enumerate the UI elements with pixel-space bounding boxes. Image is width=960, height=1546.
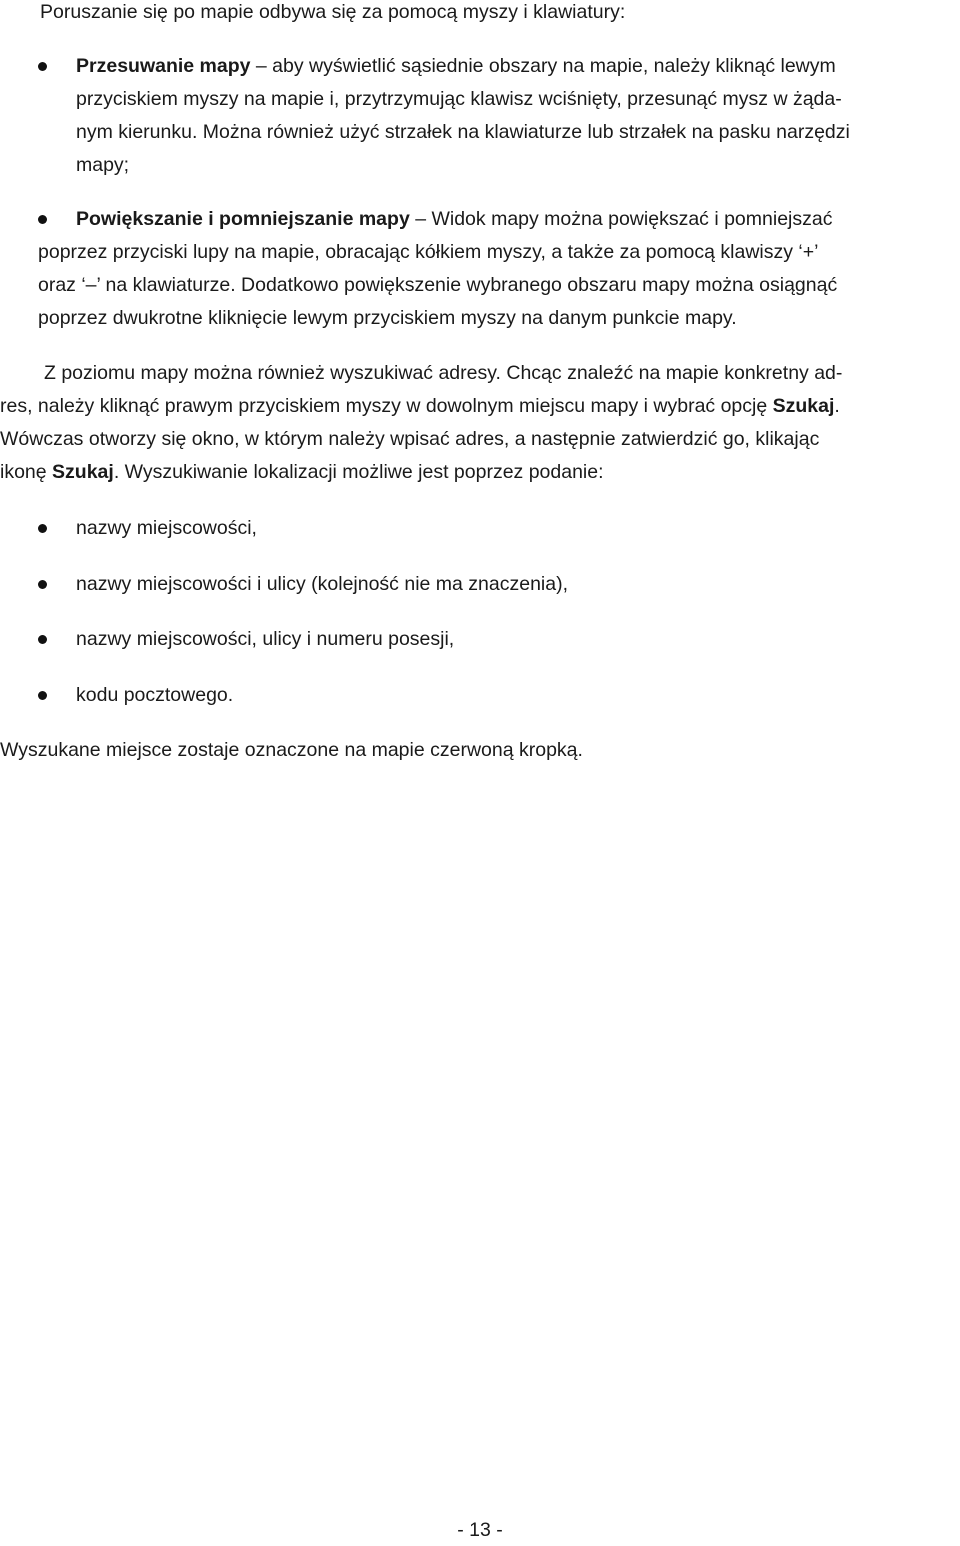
- bullet-dot: [38, 635, 47, 644]
- bullet-dot: [38, 691, 47, 700]
- bullet-dot: [38, 215, 47, 224]
- szukaj-icon-label: Szukaj: [52, 461, 114, 483]
- intro-text: Poruszanie się po mapie odbywa się za pomocą myszy i klawiatury:: [40, 1, 626, 23]
- bullet2-line4: poprzez dwukrotne kliknięcie lewym przyciskiem myszy na danym punkcie mapy.: [38, 307, 737, 329]
- list-item: nazwy miejscowości, ulicy i numeru posesji,: [76, 628, 455, 650]
- bullet-dot: [38, 524, 47, 533]
- bullet1-line3: nym kierunku. Można również użyć strzałek na klawiaturze lub strzałek na pasku narzędzi: [76, 121, 850, 143]
- bullet2-line1: [76, 204, 832, 235]
- page-number: - 13 -: [457, 1519, 503, 1541]
- list-item: nazwy miejscowości,: [76, 517, 257, 539]
- search-line4-end: . Wyszukiwanie lokalizacji możliwe jest poprzez podanie:: [113, 461, 604, 483]
- bullet1-line1: [76, 51, 836, 82]
- search-line4-text: ikonę: [0, 461, 53, 483]
- search-line3: Wówczas otworzy się okno, w którym należy wpisać adres, a następnie zatwierdzić go, klikając: [0, 428, 820, 450]
- szukaj-option-label: Szukaj: [772, 395, 835, 417]
- bullet1-line2: przyciskiem myszy na mapie i, przytrzymując klawisz wciśnięty, przesunąć mysz w żąda-: [76, 88, 842, 110]
- bullet2-term: Powiększanie i pomniejszanie mapy: [76, 208, 410, 230]
- search-line2: [0, 391, 840, 422]
- search-line2-end: .: [834, 395, 840, 417]
- search-line1: Z poziomu mapy można również wyszukiwać adresy. Chcąc znaleźć na mapie konkretny ad-: [44, 362, 843, 384]
- bullet1-term: Przesuwanie mapy: [76, 55, 251, 77]
- bullet-dot: [38, 62, 47, 71]
- bullet1-line1-rest: – aby wyświetlić sąsiednie obszary na mapie, należy kliknąć lewym: [250, 55, 836, 77]
- list-item: kodu pocztowego.: [76, 684, 234, 706]
- bullet1-line4: mapy;: [76, 154, 130, 176]
- search-line2-text: res, należy kliknąć prawym przyciskiem myszy w dowolnym miejscu mapy i wybrać opcję: [0, 395, 773, 417]
- list-item: nazwy miejscowości i ulicy (kolejność nie ma znaczenia),: [76, 573, 569, 595]
- bullet2-line3: oraz ‘–’ na klawiaturze. Dodatkowo powiększenie wybranego obszaru mapy można osiągnąć: [38, 274, 838, 296]
- search-line4: [0, 457, 604, 488]
- closing-text: Wyszukane miejsce zostaje oznaczone na mapie czerwoną kropką.: [0, 739, 583, 761]
- bullet2-line1-rest: – Widok mapy można powiększać i pomniejszać: [409, 208, 833, 230]
- bullet-dot: [38, 580, 47, 589]
- bullet2-line2: poprzez przyciski lupy na mapie, obracając kółkiem myszy, a także za pomocą klawiszy ‘+’: [38, 241, 819, 263]
